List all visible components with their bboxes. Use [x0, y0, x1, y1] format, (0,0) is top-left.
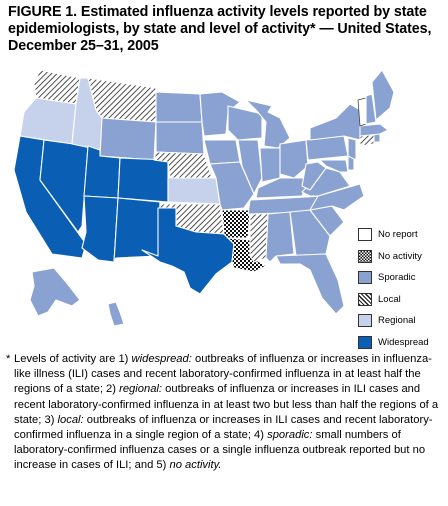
legend-label: No report	[378, 229, 418, 240]
footnote-marker: *	[6, 353, 11, 365]
footnote	[6, 352, 442, 474]
legend-item-widespread	[358, 334, 446, 352]
figure-title: FIGURE 1. Estimated influenza activity levels reported by state epidemiologists, by state and level of activity* — United States, December 25–31, 2005	[8, 4, 432, 54]
state-OH	[280, 140, 308, 178]
state-IA	[204, 140, 240, 164]
legend-swatch-sporadic	[358, 271, 372, 284]
state-ND	[156, 92, 202, 122]
footnote-part: outbreaks of influenza or increases in influenza-like illness (ILI) cases and recent laboratory-confirmed influenza in at least half the regions of a state; 2)	[14, 353, 432, 396]
state-WY	[100, 118, 156, 160]
state-FL	[276, 254, 344, 314]
footnote-text	[14, 352, 442, 474]
legend-swatch-no-report	[358, 228, 372, 241]
state-KS	[168, 178, 220, 204]
state-AR	[222, 210, 250, 238]
footnote-part-italic: widespread:	[131, 353, 192, 365]
footnote-part: small numbers of laboratory-confirmed influenza cases or a single influenza outbreak reported but no increase in cases of ILI; and 5)	[14, 429, 426, 472]
legend-item-sporadic	[358, 269, 446, 287]
footnote-part-italic: no activity.	[169, 459, 222, 472]
state-NJ	[348, 138, 356, 160]
legend-label: No activity	[378, 250, 422, 262]
state-ME	[372, 70, 394, 120]
legend-label: Local	[378, 293, 401, 305]
state-CO	[118, 158, 168, 202]
state-AL	[266, 212, 294, 262]
legend-swatch-no-activity	[358, 250, 372, 263]
legend-item-regional	[358, 312, 446, 330]
legend-label: Widespread	[378, 336, 429, 348]
state-IN	[260, 148, 280, 182]
state-MS	[250, 214, 268, 262]
footnote-part: outbreaks of influenza or increases in ILI cases and recent laboratory-confirmed influenza in at least two but less than half the regions of a state; 3)	[14, 383, 439, 426]
state-NM	[114, 198, 160, 262]
footnote-part: Levels of activity are 1)	[14, 353, 132, 365]
state-SD	[156, 122, 204, 154]
legend-swatch-regional	[358, 314, 372, 327]
legend-label: Regional	[378, 315, 416, 326]
legend-item-local	[358, 291, 446, 309]
state-MA	[360, 124, 388, 136]
footnote-part-italic: regional:	[119, 383, 163, 396]
legend-swatch-local	[358, 293, 372, 306]
footnote-part-italic: local:	[57, 413, 84, 426]
state-RI	[374, 134, 380, 142]
legend	[358, 226, 446, 355]
legend-item-no-report	[358, 226, 446, 244]
legend-item-no-activity	[358, 248, 446, 266]
state-HI	[108, 302, 124, 326]
footnote-part: outbreaks of influenza or increases in ILI cases and recent laboratory-confirmed influenza in a single region of a state; 4)	[14, 413, 433, 442]
state-AK	[30, 268, 80, 316]
legend-label: Sporadic	[378, 272, 416, 283]
footnote-part-italic: sporadic:	[267, 429, 313, 442]
insets	[30, 268, 124, 326]
state-AZ	[82, 196, 118, 262]
contiguous-states	[14, 70, 394, 314]
legend-swatch-widespread	[358, 336, 372, 349]
state-NY	[310, 104, 360, 140]
